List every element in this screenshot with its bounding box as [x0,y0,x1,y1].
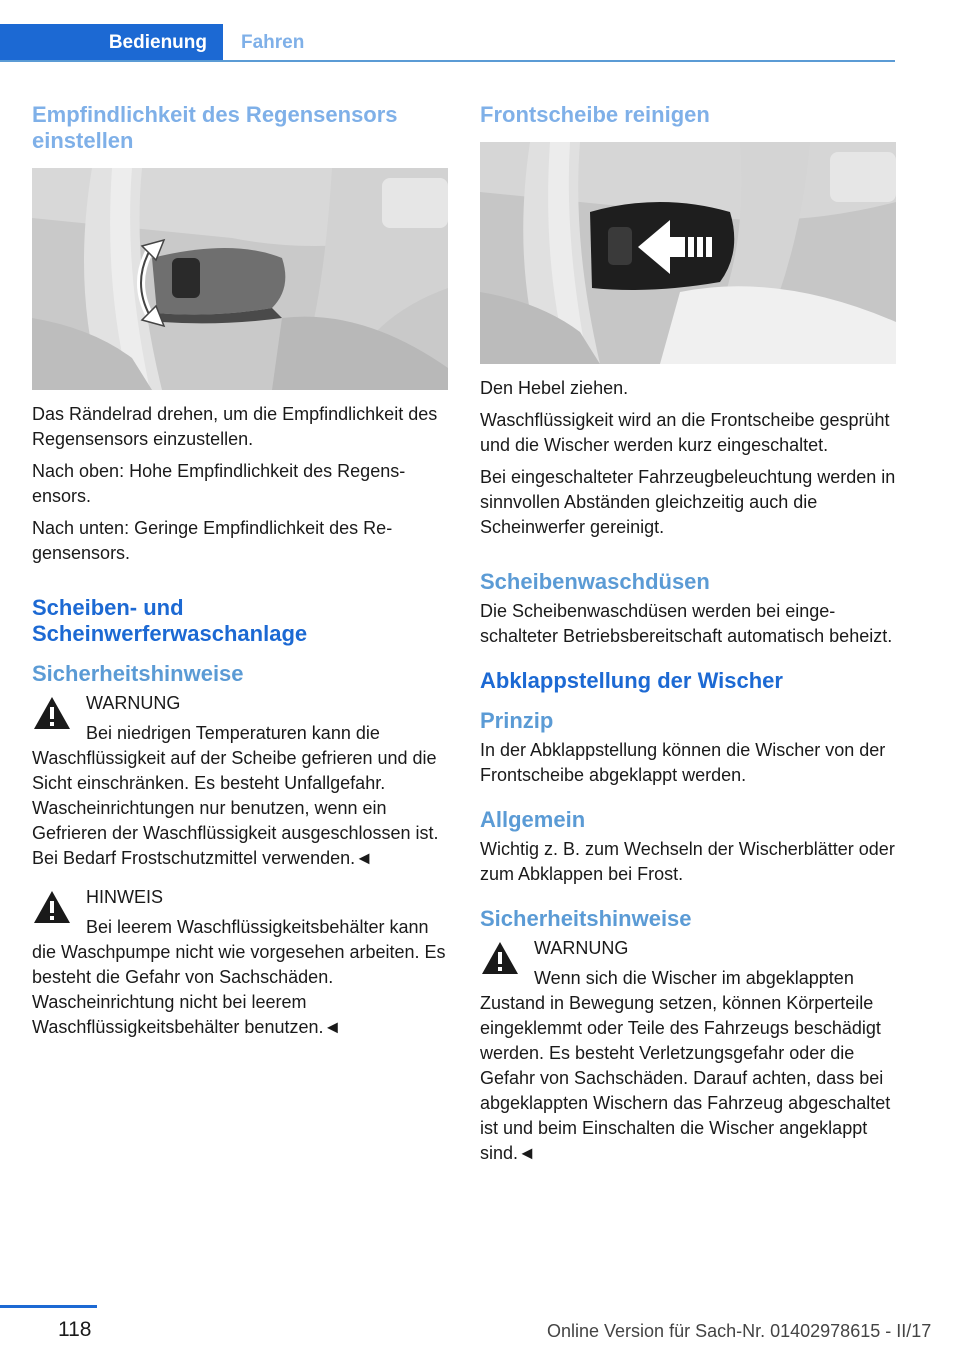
front-window-text-1: Den Hebel ziehen. [480,378,629,398]
page-number: 118 [58,1318,92,1341]
notice-text-left: Bei leerem Waschflüssigkeitsbehälter kann die Waschpumpe nicht wie vorgesehen arbeiten. Es besteht die Gefahr von Sachschäden. Wascheinrichtung nicht bei leerem Waschflüssigkeitsbehälter benutzen.◄ [32,917,446,1037]
rain-sensor-text-1: Das Rändelrad drehen, um die Empfindlichkeit des Regensensors einzustellen. [32,404,438,449]
heading-rain-sensor: Empfindlichkeit des Regensensors einstellen [32,102,398,153]
heading-general: Allgemein [480,807,586,832]
heading-nozzles: Scheibenwaschdüsen [480,569,710,594]
warning-triangle-icon [32,889,72,925]
heading-safety-right: Sicherheitshinweise [480,906,692,931]
header-divider [0,60,895,62]
rain-sensor-image [32,168,448,390]
heading-front-window: Frontscheibe reinigen [480,102,710,127]
notice-block-left [32,885,448,1040]
warning-text-left: Bei niedrigen Temperaturen kann die Waschflüssigkeit auf der Scheibe gefrieren und die Sicht einschränken. Es besteht Unfallgefahr. Wascheinrichtungen nur benutzen, wenn ein Gefrieren der Waschflüssigkeit ausgeschlossen ist. Bei Bedarf Frostschutzmittel verwenden.◄ [32,723,439,868]
left-column [32,102,448,1054]
tab-bedienung[interactable]: Bedienung [0,24,223,62]
header-tabs [0,24,895,62]
nozzles-text: Die Scheibenwaschdüsen werden bei eingeschalteter Betriebsbereitschaft automatisch beheizt. [480,601,893,646]
warning-triangle-icon [480,940,520,976]
warning-label-left: WARNUNG [86,693,181,713]
heading-principle: Prinzip [480,708,554,733]
rain-sensor-text-2: Nach oben: Hohe Empfindlichkeit des Regensensors. [32,461,406,506]
notice-label-left: HINWEIS [86,887,164,907]
general-text: Wichtig z. B. zum Wechseln der Wischerblätter oder zum Abklappen bei Frost. [480,839,895,884]
front-window-image [480,142,896,364]
principle-text: In der Abklappstellung können die Wischer von der Frontscheibe abgeklappt werden. [480,740,886,785]
front-window-text-3: Bei eingeschalteter Fahrzeugbeleuchtung werden in sinnvollen Abständen gleichzeitig auch die Scheinwerfer gereinigt. [480,467,896,537]
front-window-text-2: Waschflüssigkeit wird an die Frontscheibe gesprüht und die Wischer werden kurz eingeschaltet. [480,410,890,455]
right-column [480,102,896,1180]
warning-block-right [480,936,896,1166]
warning-text-right: Wenn sich die Wischer im abgeklappten Zustand in Bewegung setzen, können Körperteile eingeklemmt oder Teile des Fahrzeugs beschädigt werden. Es besteht Verletzungsgefahr oder die Gefahr von Sachschäden. Darauf achten, dass bei abgeklappten Wischern das Fahrzeug abgeschaltet ist und beim Einschalten die Wischer angeklappt sind.◄ [480,968,891,1163]
heading-safety-left: Sicherheitshinweise [32,661,244,686]
tab-fahren[interactable]: Fahren [241,32,305,53]
online-version: Online Version für Sach-Nr. 01402978615 - II/17 [547,1321,932,1341]
warning-triangle-icon [32,695,72,731]
rain-sensor-text-3: Nach unten: Geringe Empfindlichkeit des Regensensors. [32,518,393,563]
heading-fold-position: Abklappstellung der Wischer [480,668,783,693]
warning-block-left [32,691,448,871]
heading-washer-system: Scheiben- und Scheinwerferwaschanlage [32,595,308,646]
warning-label-right: WARNUNG [534,938,629,958]
footer-divider [0,1305,97,1308]
